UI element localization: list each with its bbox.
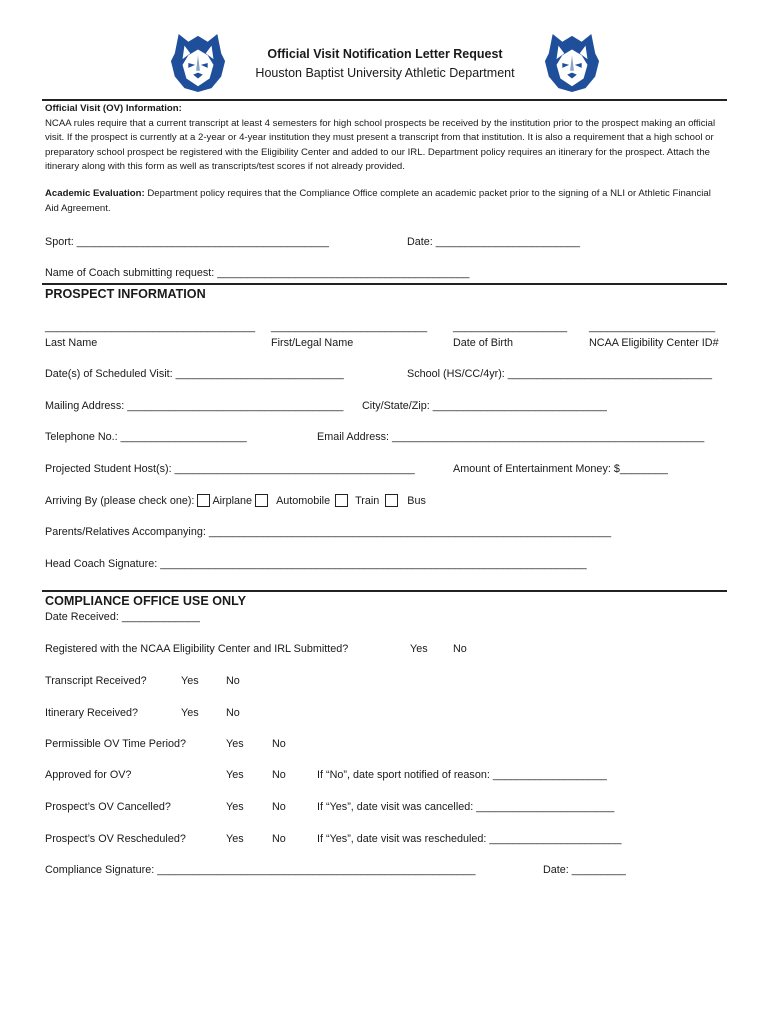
cancelled-question: Prospect’s OV Cancelled?	[45, 801, 171, 813]
academic-label: Academic Evaluation:	[45, 188, 145, 199]
city-state-zip-field[interactable]: City/State/Zip: _____________________________	[362, 400, 607, 412]
sport-field[interactable]: Sport: __________________________________________	[45, 236, 330, 248]
dob-blank[interactable]: ___________________	[453, 321, 568, 333]
head-coach-signature-field[interactable]: Head Coach Signature: _______________________________________________________________________	[45, 558, 587, 570]
last-name-label: Last Name	[45, 337, 98, 349]
approved-no[interactable]: No	[272, 769, 286, 781]
ov-info-heading: Official Visit (OV) Information:	[45, 103, 182, 114]
permissible-no[interactable]: No	[272, 738, 286, 750]
school-field[interactable]: School (HS/CC/4yr): __________________________________	[407, 368, 712, 380]
first-name-label: First/Legal Name	[271, 337, 354, 349]
arriving-by-label: Arriving By (please check one):	[45, 495, 195, 507]
ov-info-text: NCAA rules require that a current transcript at least 4 semesters for high school prospects be received by the institution prior to the prospect making an official visit. If the prospect is currently at a 2-year or 4-year institution they must present a transcript from that institution. It is also a requirement that a high school or preparatory school prospect be registered with the Eligibility Center and added to our IRL. Department policy requires an itinerary for the prospect. Attach the itinerary along with this form as well as transcripts/test scores if not already provided.	[45, 117, 716, 173]
registered-question: Registered with the NCAA Eligibility Center and IRL Submitted?	[45, 643, 349, 655]
arriving-by-row	[45, 494, 426, 507]
registered-no[interactable]: No	[453, 643, 467, 655]
approved-reason-field[interactable]: If “No”, date sport notified of reason: ___________________	[317, 769, 607, 781]
academic-text: Department policy requires that the Compliance Office complete an academic packet prior to the signing of a NLI or Athletic Financial Aid Agreement.	[45, 188, 711, 214]
entertainment-money-field[interactable]: Amount of Entertainment Money: $________	[453, 463, 668, 475]
husky-mascot-icon	[543, 32, 601, 94]
permissible-yes[interactable]: Yes	[226, 738, 244, 750]
last-name-blank[interactable]: ___________________________________	[45, 321, 256, 333]
rescheduled-date-field[interactable]: If “Yes”, date visit was rescheduled: ______________________	[317, 833, 622, 845]
transcript-no[interactable]: No	[226, 675, 240, 687]
airplane-label: Airplane	[212, 495, 253, 507]
prospect-divider	[42, 283, 727, 285]
rescheduled-question: Prospect’s OV Rescheduled?	[45, 833, 186, 845]
cancelled-date-field[interactable]: If “Yes”, date visit was cancelled: _______________________	[317, 801, 615, 813]
ov-info-section	[45, 102, 725, 175]
rescheduled-no[interactable]: No	[272, 833, 286, 845]
date-received-field[interactable]: Date Received: _____________	[45, 611, 200, 623]
itinerary-yes[interactable]: Yes	[181, 707, 199, 719]
itinerary-question: Itinerary Received?	[45, 707, 139, 719]
train-label: Train	[355, 495, 380, 507]
cancelled-yes[interactable]: Yes	[226, 801, 244, 813]
email-field[interactable]: Email Address: ____________________________________________________	[317, 431, 705, 443]
header-divider	[42, 99, 727, 101]
academic-section	[45, 187, 725, 216]
prospect-heading: PROSPECT INFORMATION	[45, 287, 206, 301]
ncaa-id-blank[interactable]: _____________________	[589, 321, 716, 333]
permissible-question: Permissible OV Time Period?	[45, 738, 187, 750]
dob-label: Date of Birth	[453, 337, 514, 349]
telephone-field[interactable]: Telephone No.: _____________________	[45, 431, 247, 443]
bus-label: Bus	[407, 495, 426, 507]
compliance-signature-field[interactable]: Compliance Signature: _____________________________________________________	[45, 864, 476, 876]
form-subtitle: Houston Baptist University Athletic Department	[255, 66, 515, 80]
transcript-yes[interactable]: Yes	[181, 675, 199, 687]
itinerary-no[interactable]: No	[226, 707, 240, 719]
cancelled-no[interactable]: No	[272, 801, 286, 813]
coach-name-field[interactable]: Name of Coach submitting request: __________________________________________	[45, 267, 470, 279]
bus-checkbox[interactable]	[385, 494, 398, 507]
husky-mascot-icon	[169, 32, 227, 94]
form-title: Official Visit Notification Letter Request	[267, 47, 503, 61]
compliance-heading: COMPLIANCE OFFICE USE ONLY	[45, 594, 247, 608]
parents-field[interactable]: Parents/Relatives Accompanying: ___________________________________________________________________	[45, 526, 612, 538]
approved-question: Approved for OV?	[45, 769, 132, 781]
approved-yes[interactable]: Yes	[226, 769, 244, 781]
visit-dates-field[interactable]: Date(s) of Scheduled Visit: ____________________________	[45, 368, 344, 380]
registered-yes[interactable]: Yes	[410, 643, 428, 655]
automobile-label: Automobile	[276, 495, 331, 507]
first-name-blank[interactable]: __________________________	[271, 321, 428, 333]
rescheduled-yes[interactable]: Yes	[226, 833, 244, 845]
compliance-divider	[42, 590, 727, 592]
ncaa-id-label: NCAA Eligibility Center ID#	[589, 337, 719, 349]
automobile-checkbox[interactable]	[255, 494, 268, 507]
date-field[interactable]: Date: ________________________	[407, 236, 580, 248]
mailing-address-field[interactable]: Mailing Address: ____________________________________	[45, 400, 344, 412]
train-checkbox[interactable]	[335, 494, 348, 507]
transcript-question: Transcript Received?	[45, 675, 147, 687]
student-host-field[interactable]: Projected Student Host(s): ________________________________________	[45, 463, 415, 475]
airplane-checkbox[interactable]	[197, 494, 210, 507]
compliance-date-field[interactable]: Date: _________	[543, 864, 626, 876]
